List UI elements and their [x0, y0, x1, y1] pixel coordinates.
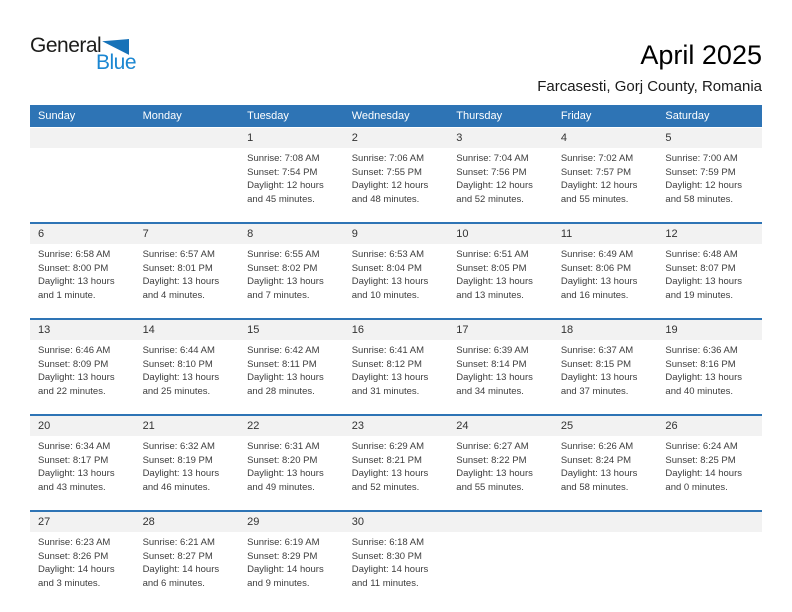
daylight-text: Daylight: 14 hours and 0 minutes. [665, 468, 742, 493]
daylight-text: Daylight: 14 hours and 3 minutes. [38, 564, 115, 589]
day-number-7: 7 [142, 228, 149, 240]
sunset-text: Sunset: 8:26 PM [38, 550, 109, 562]
sunrise-text: Sunrise: 6:18 AM [351, 537, 425, 548]
sunset-text: Sunset: 8:12 PM [351, 358, 422, 370]
weekday-header-wednesday: Wednesday [351, 110, 410, 122]
week-row-2 [30, 222, 762, 318]
daylight-text: Daylight: 14 hours and 9 minutes. [247, 564, 324, 589]
day-cell-9 [344, 244, 449, 318]
day-number-24: 24 [456, 420, 469, 432]
sunset-text: Sunset: 8:02 PM [247, 262, 318, 274]
daylight-text: Daylight: 13 hours and 10 minutes. [351, 276, 429, 301]
day-number-11: 11 [560, 228, 573, 240]
day-number-25: 25 [560, 420, 574, 432]
sunrise-text: Sunrise: 6:57 AM [142, 249, 215, 260]
sunset-text: Sunset: 8:25 PM [665, 454, 736, 466]
day-detail-band [30, 340, 762, 414]
weekday-header-row [30, 105, 762, 127]
logo-text-blue: Blue [95, 51, 136, 74]
day-number-band [30, 512, 762, 532]
weekday-header-tuesday: Tuesday [247, 110, 289, 122]
day-cell-3 [448, 148, 553, 222]
daylight-text: Daylight: 13 hours and 55 minutes. [456, 468, 533, 493]
day-cell-22 [239, 436, 344, 510]
day-cell-13 [30, 340, 135, 414]
day-number-26: 26 [665, 420, 678, 432]
day-cell-7 [135, 244, 240, 318]
daylight-text: Daylight: 13 hours and 4 minutes. [142, 276, 220, 301]
day-number-1: 1 [247, 132, 254, 144]
sunrise-text: Sunrise: 7:08 AM [247, 153, 320, 164]
sunrise-text: Sunrise: 6:39 AM [456, 345, 529, 356]
day-number-18: 18 [560, 324, 574, 336]
sunset-text: Sunset: 8:09 PM [38, 358, 109, 370]
sunset-text: Sunset: 8:27 PM [142, 550, 213, 562]
day-cell-empty [30, 148, 135, 222]
day-cell-empty [657, 532, 762, 606]
sunrise-text: Sunrise: 6:48 AM [665, 249, 738, 260]
day-number-2: 2 [351, 132, 358, 144]
daylight-text: Daylight: 13 hours and 37 minutes. [560, 372, 638, 397]
day-number-9: 9 [351, 228, 358, 240]
daylight-text: Daylight: 13 hours and 58 minutes. [560, 468, 638, 493]
sunset-text: Sunset: 8:29 PM [247, 550, 318, 562]
day-cell-28 [135, 532, 240, 606]
day-detail-band [30, 436, 762, 510]
week-row-5 [30, 510, 762, 606]
sunrise-text: Sunrise: 6:26 AM [560, 441, 634, 452]
day-number-13: 13 [38, 324, 51, 336]
day-number-15: 15 [247, 324, 260, 336]
day-detail-band [30, 244, 762, 318]
sunrise-text: Sunrise: 6:24 AM [665, 441, 738, 452]
day-cell-4 [553, 148, 658, 222]
daylight-text: Daylight: 12 hours and 58 minutes. [665, 180, 742, 205]
sunset-text: Sunset: 8:15 PM [560, 358, 632, 370]
sunset-text: Sunset: 8:11 PM [247, 358, 317, 370]
sunset-text: Sunset: 8:20 PM [247, 454, 318, 466]
sunset-text: Sunset: 8:19 PM [142, 454, 213, 466]
sunset-text: Sunset: 8:04 PM [351, 262, 422, 274]
sunset-text: Sunset: 7:59 PM [665, 166, 736, 178]
sunrise-text: Sunrise: 6:51 AM [456, 249, 529, 260]
day-number-band [30, 416, 762, 436]
day-number-band [30, 128, 762, 148]
sunset-text: Sunset: 7:54 PM [247, 166, 318, 178]
day-number-10: 10 [456, 228, 469, 240]
sunrise-text: Sunrise: 6:32 AM [142, 441, 215, 452]
day-cell-30 [344, 532, 449, 606]
sunset-text: Sunset: 8:00 PM [38, 262, 109, 274]
day-cell-1 [239, 148, 344, 222]
daylight-text: Daylight: 13 hours and 40 minutes. [665, 372, 742, 397]
sunset-text: Sunset: 8:16 PM [665, 358, 736, 370]
daylight-text: Daylight: 13 hours and 16 minutes. [560, 276, 638, 301]
day-number-17: 17 [456, 324, 469, 336]
day-cell-26 [657, 436, 762, 510]
day-cell-empty [135, 148, 240, 222]
day-cell-11 [553, 244, 658, 318]
topbar [0, 0, 792, 95]
sunrise-text: Sunrise: 6:44 AM [142, 345, 215, 356]
week-row-1 [30, 128, 762, 222]
day-cell-17 [448, 340, 553, 414]
day-number-8: 8 [247, 228, 254, 240]
day-cell-25 [553, 436, 658, 510]
sunrise-text: Sunrise: 6:49 AM [560, 249, 634, 260]
daylight-text: Daylight: 13 hours and 28 minutes. [247, 372, 324, 397]
weekday-header-thursday: Thursday [456, 110, 503, 122]
sunrise-text: Sunrise: 6:37 AM [560, 345, 634, 356]
daylight-text: Daylight: 12 hours and 52 minutes. [456, 180, 533, 205]
sunrise-text: Sunrise: 6:58 AM [38, 249, 111, 260]
daylight-text: Daylight: 13 hours and 13 minutes. [456, 276, 533, 301]
week-row-3 [30, 318, 762, 414]
logo-text-general: General [30, 34, 102, 57]
daylight-text: Daylight: 13 hours and 1 minute. [38, 276, 115, 301]
sunset-text: Sunset: 8:05 PM [456, 262, 527, 274]
day-cell-14 [135, 340, 240, 414]
day-number-27: 27 [38, 516, 51, 528]
day-cell-24 [448, 436, 553, 510]
daylight-text: Daylight: 12 hours and 48 minutes. [351, 180, 429, 205]
sunrise-text: Sunrise: 6:19 AM [247, 537, 320, 548]
day-cell-5 [657, 148, 762, 222]
day-cell-15 [239, 340, 344, 414]
sunrise-text: Sunrise: 6:21 AM [142, 537, 215, 548]
sunset-text: Sunset: 7:57 PM [560, 166, 632, 178]
daylight-text: Daylight: 13 hours and 34 minutes. [456, 372, 533, 397]
day-number-6: 6 [38, 228, 45, 240]
sunset-text: Sunset: 8:06 PM [560, 262, 632, 274]
daylight-text: Daylight: 13 hours and 49 minutes. [247, 468, 324, 493]
week-row-4 [30, 414, 762, 510]
daylight-text: Daylight: 14 hours and 6 minutes. [142, 564, 220, 589]
day-cell-21 [135, 436, 240, 510]
day-number-30: 30 [351, 516, 364, 528]
sunset-text: Sunset: 7:55 PM [351, 166, 422, 178]
daylight-text: Daylight: 12 hours and 55 minutes. [560, 180, 638, 205]
sunset-text: Sunset: 8:24 PM [560, 454, 632, 466]
day-number-16: 16 [351, 324, 364, 336]
day-number-14: 14 [142, 324, 155, 336]
day-number-23: 23 [351, 420, 364, 432]
day-number-20: 20 [38, 420, 51, 432]
sunset-text: Sunset: 8:21 PM [351, 454, 422, 466]
sunrise-text: Sunrise: 6:53 AM [351, 249, 425, 260]
day-number-12: 12 [665, 228, 678, 240]
day-number-21: 21 [142, 420, 155, 432]
daylight-text: Daylight: 13 hours and 19 minutes. [665, 276, 742, 301]
day-cell-6 [30, 244, 135, 318]
day-cell-16 [344, 340, 449, 414]
daylight-text: Daylight: 13 hours and 22 minutes. [38, 372, 115, 397]
day-cell-27 [30, 532, 135, 606]
weekday-header-sunday: Sunday [38, 110, 76, 122]
day-cell-8 [239, 244, 344, 318]
day-cell-19 [657, 340, 762, 414]
daylight-text: Daylight: 13 hours and 25 minutes. [142, 372, 220, 397]
day-number-19: 19 [665, 324, 678, 336]
calendar-grid [30, 105, 762, 606]
sunset-text: Sunset: 8:17 PM [38, 454, 109, 466]
sunrise-text: Sunrise: 7:02 AM [560, 153, 634, 164]
weekday-header-saturday: Saturday [665, 110, 710, 122]
sunrise-text: Sunrise: 7:04 AM [456, 153, 529, 164]
daylight-text: Daylight: 13 hours and 31 minutes. [351, 372, 429, 397]
day-cell-empty [553, 532, 658, 606]
sunset-text: Sunset: 8:07 PM [665, 262, 736, 274]
title-block [537, 36, 762, 95]
day-number-29: 29 [247, 516, 260, 528]
day-number-3: 3 [456, 132, 463, 144]
day-number-22: 22 [247, 420, 260, 432]
day-cell-2 [344, 148, 449, 222]
sunset-text: Sunset: 8:14 PM [456, 358, 527, 370]
sunrise-text: Sunrise: 7:06 AM [351, 153, 425, 164]
page-subtitle: Farcasesti, Gorj County, Romania [537, 78, 762, 95]
day-cell-12 [657, 244, 762, 318]
daylight-text: Daylight: 13 hours and 52 minutes. [351, 468, 429, 493]
sunrise-text: Sunrise: 6:42 AM [247, 345, 320, 356]
weekday-header-friday: Friday [560, 110, 592, 122]
general-blue-logo [30, 36, 150, 73]
sunset-text: Sunset: 8:22 PM [456, 454, 527, 466]
daylight-text: Daylight: 13 hours and 46 minutes. [142, 468, 220, 493]
day-cell-empty [448, 532, 553, 606]
daylight-text: Daylight: 12 hours and 45 minutes. [247, 180, 324, 205]
day-cell-23 [344, 436, 449, 510]
sunrise-text: Sunrise: 6:41 AM [351, 345, 425, 356]
daylight-text: Daylight: 14 hours and 11 minutes. [351, 564, 429, 589]
day-number-4: 4 [560, 132, 567, 144]
sunrise-text: Sunrise: 6:46 AM [38, 345, 111, 356]
daylight-text: Daylight: 13 hours and 43 minutes. [38, 468, 115, 493]
page-title: April 2025 [640, 40, 762, 70]
sunset-text: Sunset: 8:01 PM [142, 262, 213, 274]
sunrise-text: Sunrise: 6:23 AM [38, 537, 111, 548]
sunset-text: Sunset: 7:56 PM [456, 166, 527, 178]
day-number-28: 28 [142, 516, 155, 528]
weekday-header-monday: Monday [142, 110, 182, 122]
sunrise-text: Sunrise: 6:36 AM [665, 345, 738, 356]
day-cell-29 [239, 532, 344, 606]
daylight-text: Daylight: 13 hours and 7 minutes. [247, 276, 324, 301]
sunset-text: Sunset: 8:30 PM [351, 550, 422, 562]
sunrise-text: Sunrise: 6:31 AM [247, 441, 320, 452]
sunrise-text: Sunrise: 6:34 AM [38, 441, 111, 452]
sunrise-text: Sunrise: 6:29 AM [351, 441, 425, 452]
day-number-band [30, 320, 762, 340]
week-rows [30, 128, 762, 606]
sunrise-text: Sunrise: 6:55 AM [247, 249, 320, 260]
day-number-5: 5 [665, 132, 672, 144]
day-number-band [30, 224, 762, 244]
day-cell-10 [448, 244, 553, 318]
sunset-text: Sunset: 8:10 PM [142, 358, 213, 370]
day-detail-band [30, 148, 762, 222]
day-detail-band [30, 532, 762, 606]
day-cell-18 [553, 340, 658, 414]
sunrise-text: Sunrise: 7:00 AM [665, 153, 738, 164]
day-cell-20 [30, 436, 135, 510]
sunrise-text: Sunrise: 6:27 AM [456, 441, 529, 452]
